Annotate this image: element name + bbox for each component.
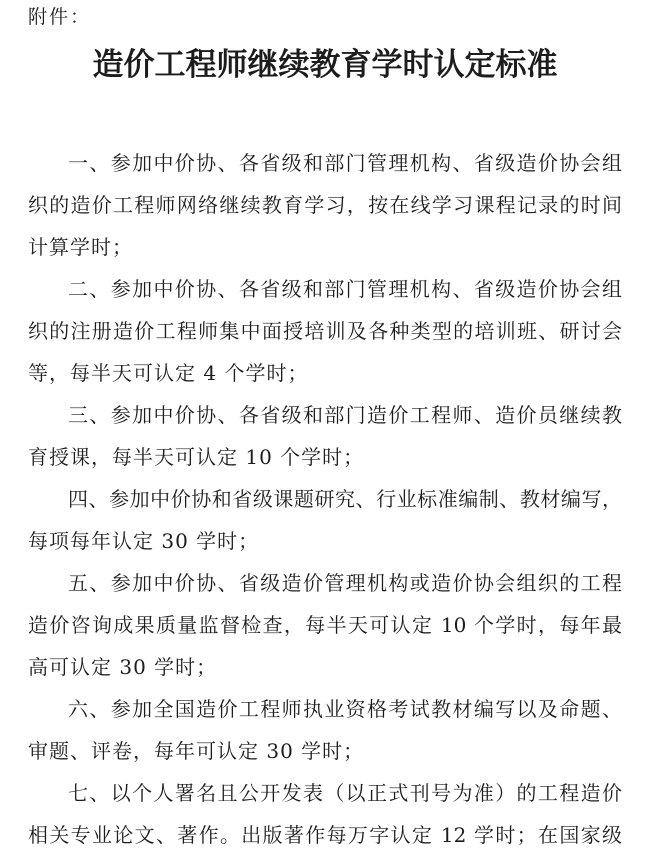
paragraph-line: 等，每半天可认定 4 个学时； — [28, 361, 309, 385]
paragraph-1 — [28, 142, 622, 268]
paragraph-line: 二、参加中价协、各省级和部门管理机构、省级造价协会组 — [68, 277, 622, 301]
document-body — [28, 142, 622, 854]
paragraph-2 — [28, 268, 622, 394]
paragraph-5 — [28, 562, 622, 688]
paragraph-7 — [28, 772, 622, 854]
paragraph-line: 高可认定 30 学时； — [28, 655, 218, 679]
paragraph-line: 三、参加中价协、各省级和部门造价工程师、造价员继续教 — [68, 403, 622, 427]
paragraph-6 — [28, 688, 622, 772]
paragraph-line: 七、以个人署名且公开发表（以正式刊号为准）的工程造价 — [68, 781, 622, 805]
paragraph-line: 审题、评卷，每年可认定 30 学时； — [28, 739, 365, 763]
paragraph-3 — [28, 394, 622, 478]
document-title: 造价工程师继续教育学时认定标准 — [92, 47, 558, 83]
paragraph-line: 每项每年认定 30 学时； — [28, 529, 260, 553]
paragraph-line: 计算学时； — [28, 235, 133, 259]
attachment-label: 附件： — [28, 6, 92, 28]
paragraph-line: 五、参加中价协、省级造价管理机构或造价协会组织的工程 — [68, 571, 622, 595]
paragraph-line: 织的注册造价工程师集中面授培训及各种类型的培训班、研讨会 — [28, 319, 622, 343]
paragraph-4 — [28, 478, 622, 562]
paragraph-line: 一、参加中价协、各省级和部门管理机构、省级造价协会组 — [68, 151, 622, 175]
paragraph-line: 造价咨询成果质量监督检查，每半天可认定 10 个学时，每年最 — [28, 613, 622, 637]
paragraph-line: 相关专业论文、著作。出版著作每万字认定 12 学时；在国家级 — [28, 823, 622, 847]
paragraph-line: 育授课，每半天可认定 10 个学时； — [28, 445, 365, 469]
paragraph-line: 四、参加中价协和省级课题研究、行业标准编制、教材编写， — [68, 487, 622, 511]
paragraph-line: 六、参加全国造价工程师执业资格考试教材编写以及命题、 — [68, 697, 622, 721]
paragraph-line: 织的造价工程师网络继续教育学习，按在线学习课程记录的时间 — [28, 193, 622, 217]
